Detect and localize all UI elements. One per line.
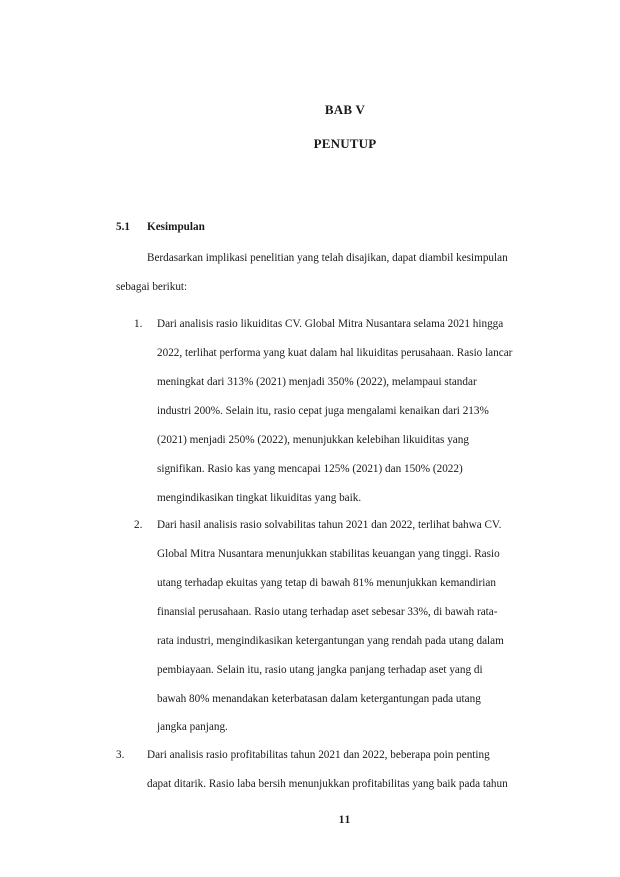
intro-line: Berdasarkan implikasi penelitian yang telah disajikan, dapat diambil kesimpulan bbox=[147, 252, 508, 264]
item-line: finansial perusahaan. Rasio utang terhadap aset sebesar 33%, di bawah rata- bbox=[157, 606, 498, 618]
item-line: utang terhadap ekuitas yang tetap di bawah 81% menunjukkan kemandirian bbox=[157, 577, 496, 589]
section-number: 5.1 bbox=[116, 221, 130, 233]
list-number: 2. bbox=[134, 519, 143, 531]
list-number: 1. bbox=[134, 318, 143, 330]
section-title: Kesimpulan bbox=[147, 221, 205, 233]
item-line: Dari analisis rasio likuiditas CV. Global Mitra Nusantara selama 2021 hingga bbox=[157, 318, 504, 330]
item-line: Dari analisis rasio profitabilitas tahun 2021 dan 2022, beberapa poin penting bbox=[147, 749, 490, 761]
item-line: industri 200%. Selain itu, rasio cepat juga mengalami kenaikan dari 213% bbox=[157, 405, 489, 417]
item-line: jangka panjang. bbox=[157, 721, 228, 733]
item-line: Dari hasil analisis rasio solvabilitas tahun 2021 dan 2022, terlihat bahwa CV. bbox=[157, 519, 502, 531]
item-line: signifikan. Rasio kas yang mencapai 125% (2021) dan 150% (2022) bbox=[157, 463, 463, 475]
chapter-subtitle: PENUTUP bbox=[313, 136, 377, 151]
item-line: meningkat dari 313% (2021) menjadi 350% (2022), melampaui standar bbox=[157, 376, 477, 388]
item-line: bawah 80% menandakan keterbatasan dalam ketergantungan pada utang bbox=[157, 693, 481, 705]
list-number: 3. bbox=[116, 749, 125, 761]
item-line: pembiayaan. Selain itu, rasio utang jangka panjang terhadap aset yang di bbox=[157, 664, 483, 676]
section-heading bbox=[116, 221, 205, 233]
intro-line: sebagai berikut: bbox=[116, 281, 188, 293]
item-line: 2022, terlihat performa yang kuat dalam hal likuiditas perusahaan. Rasio lancar bbox=[157, 347, 513, 359]
item-line: dapat ditarik. Rasio laba bersih menunjukkan profitabilitas yang baik pada tahun bbox=[147, 778, 508, 790]
item-line: mengindikasikan tingkat likuiditas yang baik. bbox=[157, 492, 362, 504]
item-line: rata industri, mengindikasikan ketergantungan yang rendah pada utang dalam bbox=[157, 635, 504, 647]
item-line: (2021) menjadi 250% (2022), menunjukkan kelebihan likuiditas yang bbox=[157, 434, 469, 446]
page-number: 11 bbox=[338, 814, 352, 826]
chapter-title: BAB V bbox=[324, 102, 366, 117]
item-line: Global Mitra Nusantara menunjukkan stabilitas keuangan yang tinggi. Rasio bbox=[157, 548, 500, 560]
